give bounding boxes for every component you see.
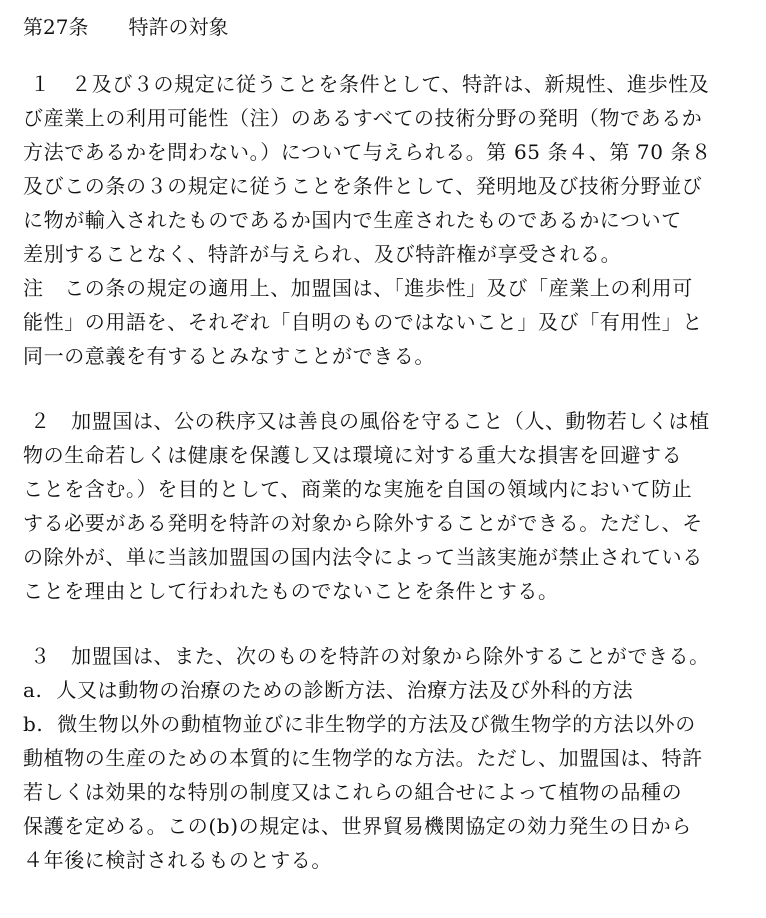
- note-line: 同一の意義を有するとみなすことができる。: [23, 344, 435, 368]
- list-item-b-continuation: 動植物の生産のための本質的に生物学的な方法。ただし、加盟国は、特許: [23, 746, 703, 770]
- paragraph-1-line: に物が輸入されたものであるか国内で生産されたものであるかについて: [23, 208, 682, 232]
- paragraph-3-line: ３ 加盟国は、また、次のものを特許の対象から除外することができる。: [23, 644, 710, 668]
- document-page: [23, 10, 743, 908]
- paragraph-1-line: １ ２及び３の規定に従うことを条件として、特許は、新規性、進歩性及: [23, 72, 710, 96]
- list-item-b-continuation: 若しくは効果的な特別の制度又はこれらの組合せによって植物の品種の: [23, 780, 683, 804]
- list-item-b-continuation: 保護を定める。この(b)の規定は、世界貿易機関協定の効力発生の日から: [23, 814, 692, 838]
- paragraph-2-line: する必要がある発明を特許の対象から除外することができる。ただし、そ: [23, 511, 703, 535]
- note-line: 能性」の用語を、それぞれ「自明のものではないこと」及び「有用性」と: [23, 310, 703, 334]
- list-item-a: a. 人又は動物の治療のための診断方法、治療方法及び外科的方法: [23, 678, 634, 702]
- paragraph-2-line: ことを理由として行われたものでないことを条件とする。: [23, 579, 559, 603]
- paragraph-2-line: ことを含む。）を目的として、商業的な実施を自国の領域内において防止: [23, 477, 693, 501]
- paragraph-1-line: 及びこの条の３の規定に従うことを条件として、発明地及び技術分野並び: [23, 174, 703, 198]
- paragraph-1-line: 方法であるかを問わない。）について与えられる。第 65 条４、第 70 条８: [23, 140, 712, 164]
- note-line: 注 この条の規定の適用上、加盟国は、「進歩性」及び「産業上の利用可: [23, 276, 693, 300]
- list-item-b-continuation: ４年後に検討されるものとする。: [23, 848, 332, 872]
- paragraph-2-line: の除外が、単に当該加盟国の国内法令によって当該実施が禁止されている: [23, 545, 703, 569]
- paragraph-2-line: ２ 加盟国は、公の秩序又は善良の風俗を守ること（人、動物若しくは植: [23, 409, 710, 433]
- paragraph-2-line: 物の生命若しくは健康を保護し又は環境に対する重大な損害を回避する: [23, 443, 683, 467]
- paragraph-3: [23, 639, 743, 877]
- paragraph-1-line: び産業上の利用可能性（注）のあるすべての技術分野の発明（物であるか: [23, 106, 703, 130]
- paragraph-1-line: 差別することなく、特許が与えられ、及び特許権が享受される。: [23, 242, 622, 266]
- article-title: 第27条 特許の対象: [23, 15, 229, 39]
- paragraph-1: [23, 67, 743, 373]
- list-item-b: b. 微生物以外の動植物並びに非生物学的方法及び微生物学的方法以外の: [23, 712, 696, 736]
- paragraph-2: [23, 404, 743, 608]
